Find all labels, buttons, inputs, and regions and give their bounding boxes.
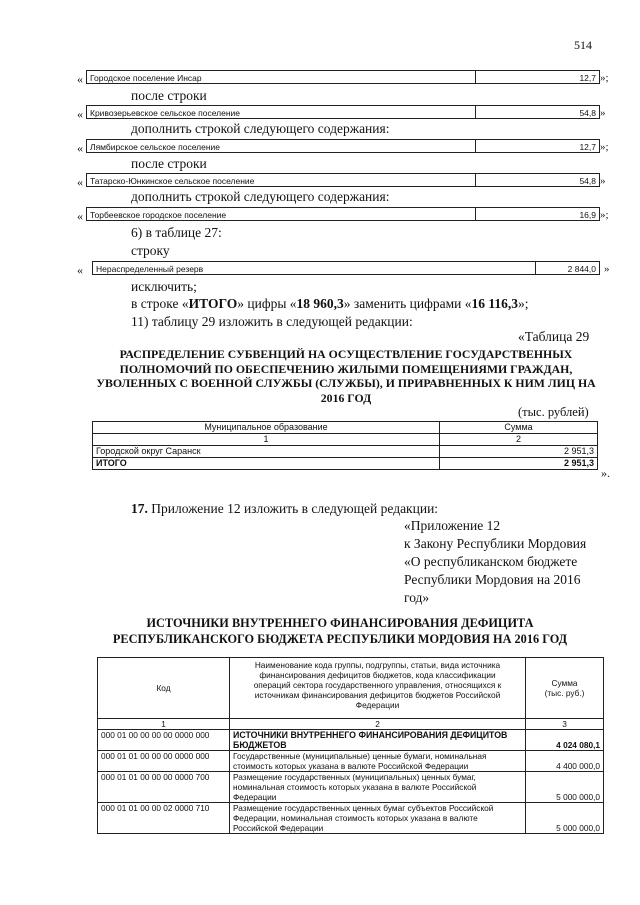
amend-row-value: 16,9 bbox=[579, 210, 596, 220]
table-cell: ИТОГО bbox=[93, 458, 440, 470]
appendix-line: «Приложение 12 bbox=[404, 518, 501, 533]
amend-row-value: 54,8 bbox=[579, 108, 596, 118]
table-row bbox=[98, 730, 604, 751]
table-col-number: 1 bbox=[93, 434, 440, 446]
amend-row-open-quote: « bbox=[77, 107, 83, 121]
amend-row-open-quote: « bbox=[77, 141, 83, 155]
amend-row-value: 2 844,0 bbox=[567, 264, 596, 274]
table29-heading: РАСПРЕДЕЛЕНИЕ СУБВЕНЦИЙ НА ОСУЩЕСТВЛЕНИЕ ГОСУДАРСТВЕННЫХ ПОЛНОМОЧИЙ ПО ОБЕСПЕЧЕНИЮ ЖИЛЫМИ ПОМЕЩЕНИЯМИ ГРАЖДАН, УВОЛЕННЫХ С ВОЕННОЙ СЛУЖБЫ (СЛУЖБЫ), И ПРИРАВНЕННЫХ К НИМ ЛИЦ НА 2016 ГОД bbox=[96, 347, 596, 405]
table-row bbox=[98, 803, 604, 834]
instruction-text: после строки bbox=[131, 88, 207, 103]
amend-row-close-quote: » bbox=[600, 107, 606, 119]
table29-close: ». bbox=[601, 466, 610, 480]
amend-row-value: 12,7 bbox=[579, 73, 596, 83]
instruction-text: 6) в таблице 27: bbox=[131, 225, 222, 240]
table-row bbox=[98, 751, 604, 772]
instruction-text: дополнить строкой следующего содержания: bbox=[131, 121, 390, 136]
amend-row-close-quote: » bbox=[600, 175, 606, 187]
table-cell: 000 01 01 00 00 02 0000 710 bbox=[98, 803, 230, 834]
table-row bbox=[93, 458, 598, 470]
table-cell: ИСТОЧНИКИ ВНУТРЕННЕГО ФИНАНСИРОВАНИЯ ДЕФИЦИТОВ БЮДЖЕТОВ bbox=[230, 730, 526, 751]
amend-row bbox=[86, 207, 600, 221]
table-cell: Размещение государственных ценных бумаг субъектов Российской Федерации, номинальная стоимость которых указана в валюте Российской Федерации bbox=[230, 803, 526, 834]
amend-row bbox=[86, 70, 600, 84]
appendix-heading: ИСТОЧНИКИ ВНУТРЕННЕГО ФИНАНСИРОВАНИЯ ДЕФИЦИТА РЕСПУБЛИКАНСКОГО БЮДЖЕТА РЕСПУБЛИКИ МОРДОВИЯ НА 2016 ГОД bbox=[112, 616, 568, 646]
amend-row-open-quote: « bbox=[77, 72, 83, 86]
item17: 17. Приложение 12 изложить в следующей редакции: bbox=[131, 501, 439, 516]
table-cell: 2 951,3 bbox=[440, 458, 598, 470]
table-header: Сумма bbox=[440, 422, 598, 434]
appendix-line: к Закону Республики Мордовия bbox=[404, 536, 587, 551]
table-col-number: 1 bbox=[98, 719, 230, 730]
table-header: Сумма (тыс. руб.) bbox=[526, 658, 604, 719]
table-cell: Городской округ Саранск bbox=[93, 446, 440, 458]
table12 bbox=[97, 657, 604, 834]
table-row bbox=[93, 446, 598, 458]
table-cell: 4 024 080,1 bbox=[526, 730, 604, 751]
instruction-text: 11) таблицу 29 изложить в следующей редакции: bbox=[131, 314, 413, 329]
appendix-line: год» bbox=[404, 590, 430, 605]
page-number: 514 bbox=[574, 38, 592, 52]
instruction-text: исключить; bbox=[131, 279, 197, 294]
amend-row-name: Торбеевское городское поселение bbox=[90, 210, 227, 220]
amend-row-name: Кривозерьевское сельское поселение bbox=[90, 108, 241, 118]
table-cell: Государственные (муниципальные) ценные бумаги, номинальная стоимость которых указана в валюте Российской Федерации bbox=[230, 751, 526, 772]
instruction-text: дополнить строкой следующего содержания: bbox=[131, 189, 390, 204]
table-header: Наименование кода группы, подгруппы, статьи, вида источника финансирования дефицитов бюджетов, кода классификации операций сектора государственного управления, относящихся к источникам финансирования дефицитов бюджетов Российской Федерации bbox=[230, 658, 526, 719]
amend-row-value: 54,8 bbox=[579, 176, 596, 186]
amend-row bbox=[86, 139, 600, 153]
amend-row bbox=[92, 261, 600, 275]
amend-row-open-quote: « bbox=[77, 209, 83, 223]
table-header: Код bbox=[98, 658, 230, 719]
amend-row-name: Лямбирское сельское поселение bbox=[90, 142, 220, 152]
table-cell: 000 01 01 00 00 00 0000 700 bbox=[98, 772, 230, 803]
table-row bbox=[98, 772, 604, 803]
instruction-text: строку bbox=[131, 243, 170, 258]
table-cell: 4 400 000,0 bbox=[526, 751, 604, 772]
amend-row-close-quote: »; bbox=[600, 141, 609, 153]
amend-row bbox=[86, 105, 600, 119]
amend-row-close-quote: » bbox=[604, 263, 610, 275]
table-cell: 000 01 01 00 00 00 0000 000 bbox=[98, 751, 230, 772]
table-col-number: 2 bbox=[440, 434, 598, 446]
appendix-line: «О республиканском бюджете bbox=[404, 554, 578, 569]
table-col-number: 2 bbox=[230, 719, 526, 730]
table-cell: 5 000 000,0 bbox=[526, 772, 604, 803]
table29 bbox=[92, 421, 598, 470]
amend-row bbox=[86, 173, 600, 187]
amend-row-name: Городское поселение Инсар bbox=[90, 73, 202, 83]
units-label: (тыс. рублей) bbox=[518, 405, 589, 419]
appendix-line: Республики Мордовия на 2016 bbox=[404, 572, 581, 587]
table-cell: 5 000 000,0 bbox=[526, 803, 604, 834]
amend-row-value: 12,7 bbox=[579, 142, 596, 152]
table-cell: 000 01 00 00 00 00 0000 000 bbox=[98, 730, 230, 751]
amend-row-close-quote: »; bbox=[600, 72, 609, 84]
table-cell: Размещение государственных (муниципальных) ценных бумаг, номинальная стоимость которых указана в валюте Российской Федерации bbox=[230, 772, 526, 803]
amend-row-name: Татарско-Юнкинское сельское поселение bbox=[90, 176, 255, 186]
table-label: «Таблица 29 bbox=[518, 329, 590, 344]
amend-row-close-quote: »; bbox=[600, 209, 609, 221]
table-cell: 2 951,3 bbox=[440, 446, 598, 458]
amend-row-open-quote: « bbox=[77, 263, 83, 277]
itogo-instruction: в строке «ИТОГО» цифры «18 960,3» заменить цифрами «16 116,3»; bbox=[131, 296, 529, 311]
instruction-text: после строки bbox=[131, 156, 207, 171]
table-header: Муниципальное образование bbox=[93, 422, 440, 434]
amend-row-name: Нераспределенный резерв bbox=[96, 264, 204, 274]
amend-row-open-quote: « bbox=[77, 175, 83, 189]
table-col-number: 3 bbox=[526, 719, 604, 730]
